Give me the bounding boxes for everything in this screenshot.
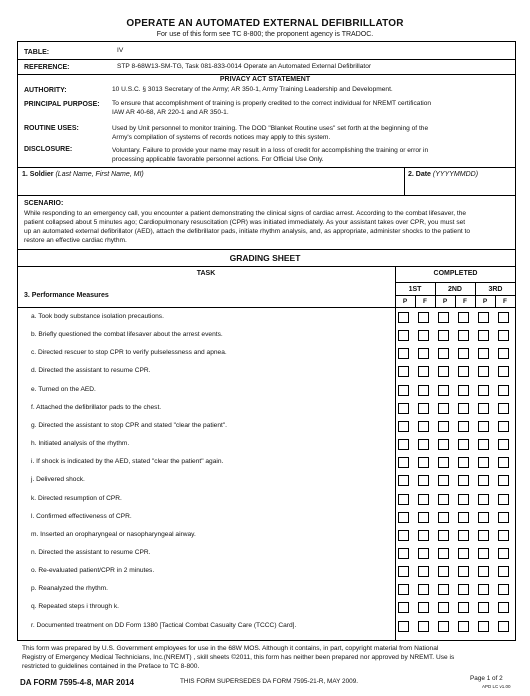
completed-header: COMPLETED [433, 270, 478, 277]
pass-checkbox[interactable] [398, 494, 409, 505]
reference-label: REFERENCE: [24, 64, 70, 71]
fail-checkbox[interactable] [418, 439, 429, 450]
task-item: q. Repeated steps i through k. [31, 603, 119, 611]
pass-checkbox[interactable] [478, 548, 489, 559]
fail-checkbox[interactable] [458, 512, 469, 523]
page-number: Page 1 of 2 [470, 675, 503, 682]
task-item: h. Initiated analysis of the rhythm. [31, 440, 130, 448]
divider [17, 74, 516, 75]
fail-checkbox[interactable] [498, 439, 509, 450]
pass-checkbox[interactable] [478, 621, 489, 632]
form-subtitle: For use of this form see TC 8-800; the proponent agency is TRADOC. [156, 31, 374, 38]
fail-checkbox[interactable] [458, 457, 469, 468]
disclosure-text-1: Voluntary. Failure to provide your name may result in a loss of credit for accomplishing the training or error in [112, 147, 429, 154]
pass-checkbox[interactable] [478, 530, 489, 541]
pass-checkbox[interactable] [478, 457, 489, 468]
pass-checkbox[interactable] [478, 366, 489, 377]
pass-checkbox[interactable] [398, 330, 409, 341]
fail-checkbox[interactable] [418, 366, 429, 377]
fail-checkbox[interactable] [498, 421, 509, 432]
soldier-hint: (Last Name, First Name, MI) [55, 171, 144, 178]
task-item: p. Reanalyzed the rhythm. [31, 585, 108, 593]
pass-checkbox[interactable] [398, 439, 409, 450]
fail-checkbox[interactable] [498, 348, 509, 359]
pass-checkbox[interactable] [398, 475, 409, 486]
pass-checkbox[interactable] [398, 366, 409, 377]
pass-checkbox[interactable] [478, 602, 489, 613]
pass-checkbox[interactable] [398, 621, 409, 632]
fail-checkbox[interactable] [498, 548, 509, 559]
task-item: d. Directed the assistant to resume CPR. [31, 367, 151, 375]
task-item: e. Turned on the AED. [31, 385, 96, 393]
reference-value: STP 8-68W13-SM-TG, Task 081-833-0014 Operate an Automated External Defibrillator [117, 63, 372, 70]
purpose-text-2: IAW AR 40-68, AR 220-1 and AR 350-1. [112, 109, 229, 116]
task-item: m. Inserted an oropharyngeal or nasopharyngeal airway. [31, 530, 196, 538]
purpose-text-1: To ensure that accomplishment of training is properly credited to the correct individual for NREMT certification [112, 100, 432, 107]
fail-checkbox[interactable] [498, 312, 509, 323]
fail-checkbox[interactable] [418, 602, 429, 613]
pass-checkbox[interactable] [478, 584, 489, 595]
fail-checkbox[interactable] [498, 566, 509, 577]
soldier-name-field[interactable] [22, 181, 402, 192]
disclaimer-text-2: Registry of Emergency Medical Technicians, Inc.(NREMT) , skill sheets ©2011, this form has neither been prepared nor approved by NREMT. Use is [22, 654, 455, 661]
fail-checkbox[interactable] [498, 403, 509, 414]
routine-uses-text-1: Used by Unit personnel to monitor training. The DOD "Blanket Routine uses" set forth at the beginning of the [112, 125, 429, 132]
task-item: b. Briefly questioned the combat lifesaver about the arrest events. [31, 331, 223, 339]
scenario-text-2: patient collapsed about 5 minutes ago; Cardiopulmonary resuscitation (CPR) was initiated immediately. As your assistant takes over CPR, you must set [24, 219, 466, 226]
fail-checkbox[interactable] [498, 512, 509, 523]
pass-checkbox[interactable] [398, 548, 409, 559]
pass-checkbox[interactable] [438, 421, 449, 432]
pass-checkbox[interactable] [398, 457, 409, 468]
pass-checkbox[interactable] [398, 348, 409, 359]
divider [17, 640, 516, 641]
pass-checkbox[interactable] [478, 403, 489, 414]
disclosure-label: DISCLOSURE: [24, 146, 73, 153]
pass-checkbox[interactable] [478, 566, 489, 577]
divider [17, 249, 516, 250]
disclaimer-text-3: restricted to guidelines contained in the Preface to TC 8-800. [22, 663, 200, 670]
pass-header: P [482, 298, 488, 305]
scenario-label: SCENARIO: [24, 200, 64, 207]
supersedes-note: THIS FORM SUPERSEDES DA FORM 7595-21-R, MAY 2009. [180, 678, 359, 685]
pass-checkbox[interactable] [478, 439, 489, 450]
fail-checkbox[interactable] [418, 494, 429, 505]
fail-checkbox[interactable] [418, 512, 429, 523]
table-value: IV [117, 47, 124, 54]
divider [17, 307, 516, 308]
fail-checkbox[interactable] [458, 312, 469, 323]
pass-checkbox[interactable] [478, 312, 489, 323]
pass-checkbox[interactable] [438, 439, 449, 450]
pass-checkbox[interactable] [438, 312, 449, 323]
pass-checkbox[interactable] [478, 330, 489, 341]
pass-checkbox[interactable] [438, 385, 449, 396]
pass-checkbox[interactable] [438, 475, 449, 486]
fail-checkbox[interactable] [418, 548, 429, 559]
pass-checkbox[interactable] [438, 584, 449, 595]
fail-checkbox[interactable] [418, 566, 429, 577]
fail-checkbox[interactable] [458, 494, 469, 505]
divider [17, 195, 516, 196]
date-field[interactable] [408, 181, 512, 192]
fail-checkbox[interactable] [498, 530, 509, 541]
pass-checkbox[interactable] [478, 421, 489, 432]
grid-line [395, 266, 396, 640]
pass-checkbox[interactable] [438, 566, 449, 577]
fail-checkbox[interactable] [498, 475, 509, 486]
divider [404, 167, 405, 195]
task-item: a. Took body substance isolation precautions. [31, 313, 164, 320]
fail-checkbox[interactable] [418, 621, 429, 632]
task-item: f. Attached the defibrillator pads to the chest. [31, 403, 162, 411]
form-title: OPERATE AN AUTOMATED EXTERNAL DEFIBRILLATOR [126, 18, 404, 29]
task-item: i. If shock is indicated by the AED, stated "clear the patient" again. [31, 458, 224, 466]
attempt-1-header: 1ST [408, 286, 422, 293]
pass-checkbox[interactable] [398, 566, 409, 577]
routine-uses-text-2: Army's compilation of systems of records notices may apply to this system. [112, 134, 331, 141]
pass-header: P [442, 298, 448, 305]
pass-checkbox[interactable] [438, 366, 449, 377]
task-header: TASK [196, 270, 216, 277]
fail-checkbox[interactable] [418, 312, 429, 323]
attempt-2-header: 2ND [447, 286, 462, 293]
task-item: j. Delivered shock. [31, 476, 85, 484]
pass-checkbox[interactable] [438, 457, 449, 468]
task-item: g. Directed the assistant to stop CPR and stated "clear the patient". [31, 421, 228, 429]
fail-checkbox[interactable] [418, 530, 429, 541]
fail-checkbox[interactable] [458, 366, 469, 377]
scenario-text-1: While responding to an emergency call, you encounter a patient demonstrating the clinical signs of cardiac arrest. According to the combat lifesaver, the [24, 210, 467, 217]
fail-checkbox[interactable] [498, 621, 509, 632]
pass-checkbox[interactable] [438, 548, 449, 559]
fail-checkbox[interactable] [498, 602, 509, 613]
fail-checkbox[interactable] [458, 475, 469, 486]
fail-checkbox[interactable] [458, 530, 469, 541]
fail-checkbox[interactable] [458, 348, 469, 359]
attempt-3-header: 3RD [488, 286, 503, 293]
divider [17, 266, 516, 267]
authority-label: AUTHORITY: [24, 87, 67, 94]
fail-checkbox[interactable] [458, 566, 469, 577]
grid-line [475, 282, 476, 307]
pass-checkbox[interactable] [398, 530, 409, 541]
fail-checkbox[interactable] [458, 548, 469, 559]
privacy-heading: PRIVACY ACT STATEMENT [219, 76, 311, 83]
grid-line [495, 295, 496, 307]
fail-checkbox[interactable] [418, 385, 429, 396]
fail-checkbox[interactable] [458, 602, 469, 613]
pass-checkbox[interactable] [478, 475, 489, 486]
date-field-label [408, 171, 478, 178]
fail-header: F [423, 298, 427, 305]
divider [17, 167, 516, 168]
form-number: DA FORM 7595-4-8, MAR 2014 [20, 678, 134, 687]
pass-checkbox[interactable] [398, 512, 409, 523]
grid-line [455, 295, 456, 307]
authority-text: 10 U.S.C. § 3013 Secretary of the Army; AR 350-1, Army Training Leadership and Development. [112, 86, 393, 93]
scenario-text-4: restore an effective cardiac rhythm. [24, 237, 127, 244]
grid-line [435, 282, 436, 307]
fail-header: F [463, 298, 467, 305]
pass-checkbox[interactable] [438, 621, 449, 632]
fail-checkbox[interactable] [498, 385, 509, 396]
pass-checkbox[interactable] [398, 403, 409, 414]
pass-header: P [402, 298, 408, 305]
fail-checkbox[interactable] [418, 421, 429, 432]
scenario-text-3: up an automated external defibrillator (AED), attach the defibrillator pads, initiate rhythm analysis, and, as appropriate, administer shocks to the patient to [24, 228, 471, 235]
fail-checkbox[interactable] [498, 366, 509, 377]
fail-checkbox[interactable] [458, 385, 469, 396]
fail-checkbox[interactable] [418, 330, 429, 341]
fail-checkbox[interactable] [458, 421, 469, 432]
pass-checkbox[interactable] [438, 330, 449, 341]
pass-checkbox[interactable] [478, 348, 489, 359]
pass-checkbox[interactable] [438, 602, 449, 613]
apd-version: APD LC v1.00 [482, 684, 511, 689]
date-hint: (YYYYMMDD) [432, 171, 479, 178]
task-item: n. Directed the assistant to resume CPR. [31, 548, 151, 556]
pass-checkbox[interactable] [398, 385, 409, 396]
purpose-label: PRINCIPAL PURPOSE: [24, 101, 100, 108]
soldier-label: 1. Soldier [22, 171, 54, 178]
fail-checkbox[interactable] [458, 330, 469, 341]
pass-checkbox[interactable] [398, 421, 409, 432]
fail-checkbox[interactable] [418, 403, 429, 414]
fail-checkbox[interactable] [458, 621, 469, 632]
fail-checkbox[interactable] [458, 403, 469, 414]
pass-checkbox[interactable] [398, 602, 409, 613]
fail-checkbox[interactable] [498, 330, 509, 341]
pass-checkbox[interactable] [438, 512, 449, 523]
disclaimer-text-1: This form was prepared by U.S. Government employees for use in the 68W MOS. Although it contains, in part, copyright material from National [22, 645, 439, 652]
fail-checkbox[interactable] [458, 439, 469, 450]
date-label: 2. Date [408, 171, 431, 178]
fail-header: F [503, 298, 507, 305]
task-item: r. Documented treatment on DD Form 1380 [Tactical Combat Casualty Care (TCCC) Card]. [31, 621, 297, 629]
task-item: o. Re-evaluated patient/CPR in 2 minutes. [31, 567, 155, 575]
fail-checkbox[interactable] [498, 457, 509, 468]
fail-checkbox[interactable] [418, 457, 429, 468]
fail-checkbox[interactable] [418, 584, 429, 595]
pass-checkbox[interactable] [478, 512, 489, 523]
fail-checkbox[interactable] [458, 584, 469, 595]
fail-checkbox[interactable] [498, 584, 509, 595]
pass-checkbox[interactable] [438, 403, 449, 414]
pass-checkbox[interactable] [398, 584, 409, 595]
pass-checkbox[interactable] [478, 385, 489, 396]
grid-line [415, 295, 416, 307]
divider [17, 59, 516, 60]
routine-uses-label: ROUTINE USES: [24, 125, 79, 132]
pass-checkbox[interactable] [398, 312, 409, 323]
disclosure-text-2: processing applicable favorable personnel actions. For Official Use Only. [112, 156, 324, 163]
grading-sheet-title: GRADING SHEET [229, 253, 301, 263]
fail-checkbox[interactable] [498, 494, 509, 505]
task-item: l. Confirmed effectiveness of CPR. [31, 512, 132, 520]
pass-checkbox[interactable] [438, 348, 449, 359]
divider [395, 282, 516, 283]
pass-checkbox[interactable] [438, 530, 449, 541]
pass-checkbox[interactable] [438, 494, 449, 505]
soldier-field-label [22, 171, 144, 178]
fail-checkbox[interactable] [418, 475, 429, 486]
fail-checkbox[interactable] [418, 348, 429, 359]
task-item: k. Directed resumption of CPR. [31, 494, 122, 502]
table-label: TABLE: [24, 49, 50, 56]
performance-measures-label: 3. Performance Measures [24, 292, 109, 299]
pass-checkbox[interactable] [478, 494, 489, 505]
task-item: c. Directed rescuer to stop CPR to verify pulselessness and apnea. [31, 349, 227, 357]
